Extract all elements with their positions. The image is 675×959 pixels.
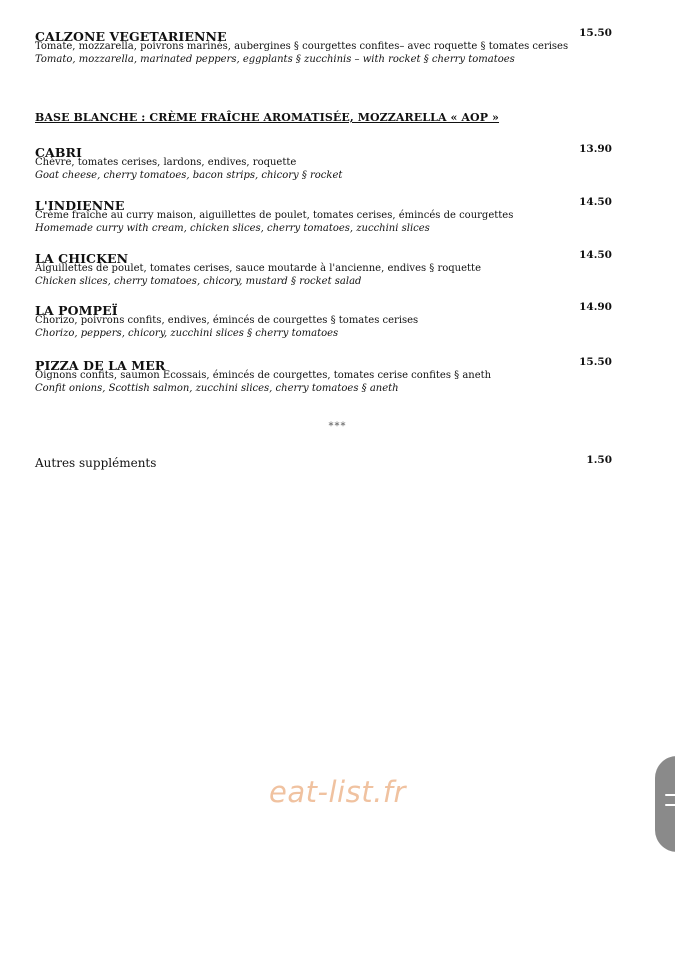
menu-item-pizza-de-la-mer (35, 355, 612, 395)
menu-item-la-pompei (35, 300, 612, 340)
menu-item-description-fr: Chorizo, poivrons confits, endives, émincés de courgettes § tomates cerises (35, 315, 419, 326)
menu-item-price: 13.90 (579, 143, 612, 155)
menu-item-name: LA POMPEÏ (35, 303, 118, 318)
menu-item-cabri (35, 142, 612, 182)
menu-item-header (35, 195, 612, 213)
menu-lines-icon (665, 804, 675, 806)
menu-item-description-fr: Crème fraîche au curry maison, aiguillettes de poulet, tomates cerises, émincés de courgettes (35, 210, 514, 221)
menu-item-price: 14.50 (579, 196, 612, 208)
menu-item-description-en: Homemade curry with cream, chicken slices, cherry tomatoes, zucchini slices (35, 222, 430, 234)
menu-item-header (35, 355, 612, 373)
menu-item-price: 15.50 (579, 356, 612, 368)
menu-item-header (35, 142, 612, 160)
menu-item-name: L'INDIENNE (35, 198, 125, 213)
supplements-price: 1.50 (586, 454, 612, 466)
menu-item-price: 15.50 (579, 27, 612, 39)
menu-item-description-fr: Tomate, mozzarella, poivrons marinés, aubergines § courgettes confites– avec roquette § tomates cerises (35, 41, 569, 52)
menu-item-header (35, 300, 612, 318)
menu-item-description-fr: Aiguillettes de poulet, tomates cerises, sauce moutarde à l'ancienne, endives § roquette (35, 263, 481, 274)
menu-item-header (35, 26, 612, 44)
menu-item-lindienne (35, 195, 612, 235)
menu-item-calzone-vegetarienne (35, 26, 612, 66)
supplements-label: Autres suppléments (35, 456, 157, 470)
menu-item-name: CALZONE VEGETARIENNE (35, 29, 227, 44)
side-menu-tab[interactable] (655, 756, 675, 852)
supplements-row (35, 452, 612, 468)
menu-item-name: LA CHICKEN (35, 251, 129, 266)
section-separator: *** (328, 421, 347, 432)
menu-item-description-en: Chicken slices, cherry tomatoes, chicory, mustard § rocket salad (35, 275, 362, 287)
menu-item-la-chicken (35, 248, 612, 288)
menu-item-description-en: Confit onions, Scottish salmon, zucchini slices, cherry tomatoes § aneth (35, 382, 399, 394)
menu-item-price: 14.50 (579, 249, 612, 261)
menu-item-price: 14.90 (579, 301, 612, 313)
menu-item-description-en: Chorizo, peppers, chicory, zucchini slices § cherry tomatoes (35, 327, 339, 339)
watermark: eat-list.fr (269, 775, 406, 809)
section-title-base-blanche: BASE BLANCHE : CRÈME FRAÎCHE AROMATISÉE, MOZZARELLA « AOP » (35, 111, 500, 124)
menu-item-description-en: Tomato, mozzarella, marinated peppers, eggplants § zucchinis – with rocket § cherry tomatoes (35, 53, 515, 65)
menu-item-description-fr: Chèvre, tomates cerises, lardons, endives, roquette (35, 157, 297, 168)
menu-item-header (35, 248, 612, 266)
menu-item-name: PIZZA DE LA MER (35, 358, 166, 373)
menu-item-description-en: Goat cheese, cherry tomatoes, bacon strips, chicory § rocket (35, 169, 343, 181)
menu-item-name: CABRI (35, 145, 82, 160)
menu-item-description-fr: Oignons confits, saumon Ecossais, émincés de courgettes, tomates cerise confites § aneth (35, 370, 492, 381)
menu-lines-icon (665, 794, 675, 796)
